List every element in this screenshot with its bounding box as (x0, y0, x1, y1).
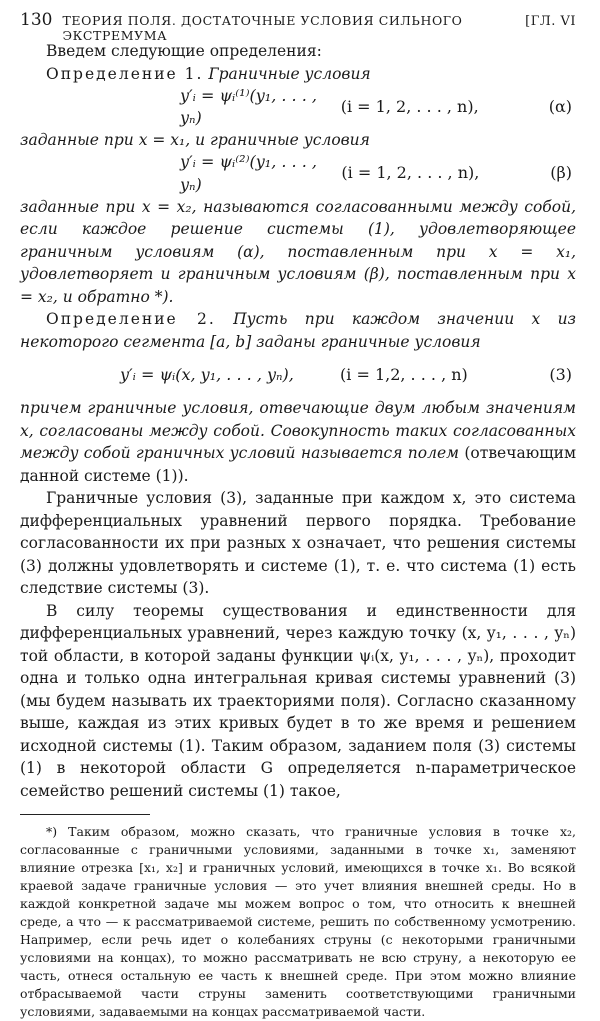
definition-1-heading (20, 63, 576, 86)
equation-alpha (20, 85, 576, 129)
equation-3 (20, 353, 576, 397)
footnote-text: *) Таким образом, можно сказать, что граничные условия в точке x₂, согласованные с граничными условиями, заданными в точке x₁, заменяют влияние отрезка [x₁, x₂] и граничных условий, имеющихся в точке x₁. Во всякой краевой задаче граничные условия — это учет влияния внешней среды. Но в каждой конкретной задаче мы можем вопрос о том, что относить к внешней среде, а что — к рассматриваемой системе, решить по собственному усмотрению. Например, если речь идет о колебаниях струны (с некоторыми граничными условиями на концах), то можно рассматривать не всю струну, а некоторую ее часть, отнеся остальную ее часть к внешней среде. При этом можно влияние отбрасываемой части струны заменить соответствующими граничными условиями, задаваемыми на концах рассматриваемой части. (20, 824, 576, 1019)
main-text (20, 40, 576, 802)
definition-2-label: Определение 2. (46, 310, 216, 328)
intro-line: Введем следующие определения: (46, 42, 322, 60)
equation-3-range: (i = 1,2, . . . , n) (340, 364, 468, 384)
definition-1-title: Граничные условия (208, 64, 371, 83)
definition-1-label: Определение 1. (46, 64, 204, 83)
equation-beta-range: (i = 1, 2, . . . , n), (341, 163, 480, 183)
footnote-divider (20, 814, 150, 815)
field-definition-italic: причем граничные условия, отвечающие двум любым значениям x, согласованы между собой. Совокупность таких согласованных между собой граничных условий называется полем (20, 399, 576, 462)
page-number: 130 (20, 10, 53, 30)
definition-2-text: Пусть при каждом значении x из некоторого сегмента [a, b] заданы граничные условия (20, 310, 577, 351)
definition-2 (20, 308, 576, 353)
consistency-definition: заданные при x = x₂, называются согласованными между собой, если каждое решение системы (1), удовлетворяющее граничным условиям (α), поставленным при x = x₁, удовлетворяет и граничным условиям (β), поставленным при x = x₂, и обратно *). (20, 197, 576, 306)
footnote (20, 823, 576, 1021)
equation-3-tag: (3) (549, 364, 572, 384)
equation-alpha-formula: y′ᵢ = ψᵢ⁽¹⁾(y₁, . . . , yₙ) (180, 85, 317, 127)
equation-beta (20, 152, 576, 196)
paragraph-existence-theorem: В силу теоремы существования и единственности для дифференциальных уравнений, через каждую точку (x, y₁, . . . , yₙ) той области, в которой заданы функции ψᵢ(x, y₁, . . . , yₙ), проходит одна и только одна интегральная кривая системы уравнений (3) (мы будем называть их траекториями поля). Согласно сказанному выше, каждая из этих кривых будет в то же время и решением исходной системы (1). Таким образом, заданием поля (3) системы (1) в некоторой области G определяется n-параметрическое семейство решений системы (1) такое, (20, 601, 576, 800)
equation-alpha-tag: (α) (548, 96, 572, 116)
paragraph-boundary-conditions: Граничные условия (3), заданные при каждом x, это система дифференциальных уравнений первого порядка. Требование согласованности их при разных x означает, что решения системы (3) должны удовлетворять и системе (1), т. е. что система (1) есть следствие системы (3). (20, 489, 576, 597)
running-title: ТЕОРИЯ ПОЛЯ. ДОСТАТОЧНЫЕ УСЛОВИЯ СИЛЬНОГО ЭКСТРЕМУМА (62, 13, 463, 43)
equation-beta-formula: y′ᵢ = ψᵢ⁽²⁾(y₁, . . . , yₙ) (180, 152, 317, 194)
equation-beta-tag: (β) (550, 163, 572, 183)
field-definition-tail: (отвечающим данной системе (1)). (20, 444, 577, 485)
running-header (20, 10, 576, 43)
chapter-label: [ГЛ. VI (525, 14, 576, 29)
equation-3-formula: y′ᵢ = ψᵢ(x, y₁, . . . , yₙ), (120, 364, 294, 384)
given-at-x1: заданные при x = x₁, и граничные условия (20, 131, 370, 149)
equation-alpha-range: (i = 1, 2, . . . , n), (340, 96, 479, 116)
field-definition (20, 397, 576, 487)
